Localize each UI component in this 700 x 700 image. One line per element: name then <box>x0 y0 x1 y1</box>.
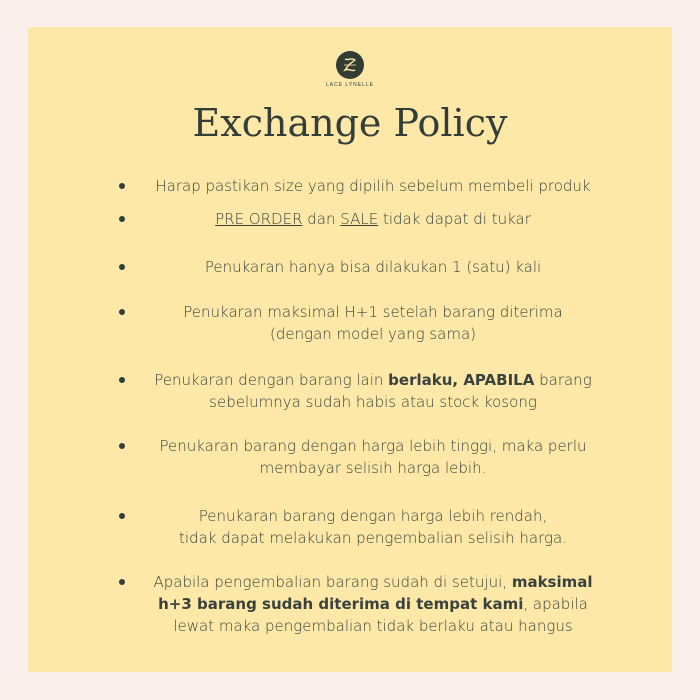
bullet-icon <box>119 309 125 315</box>
bullet-icon <box>119 183 125 189</box>
policy-text-segment: , apabila <box>523 595 588 613</box>
pre-order-label: PRE ORDER <box>215 210 303 228</box>
policy-text-segment: Apabila pengembalian barang sudah di setujui, <box>153 573 512 591</box>
policy-text-bold: berlaku, APABILA <box>388 371 535 389</box>
bullet-icon <box>119 579 125 585</box>
page-title: Exchange Policy <box>192 101 508 145</box>
policy-line: Penukaran maksimal H+1 setelah barang diterima <box>183 303 563 321</box>
policy-line: tidak dapat melakukan pengembalian selisih harga. <box>179 529 567 547</box>
policy-text <box>138 208 608 230</box>
policy-text <box>138 369 608 413</box>
bullet-icon <box>119 216 125 222</box>
policy-text-segment: Harap pastikan size yang dipilih sebelum membeli produk <box>155 177 591 195</box>
policy-line: (dengan model yang sama) <box>269 325 477 343</box>
policy-text-segment: tidak dapat di tukar <box>378 210 531 228</box>
bullet-icon <box>119 264 125 270</box>
policy-text <box>138 505 608 549</box>
policy-text-segment: Penukaran hanya bisa dilakukan 1 (satu) kali <box>204 258 542 276</box>
policy-line: Penukaran barang dengan harga lebih tinggi, maka perlu <box>159 437 587 455</box>
policy-line: Penukaran barang dengan harga lebih rendah, <box>198 507 548 525</box>
policy-text-bold: maksimal <box>511 573 593 591</box>
brand-name: LACE LYNELLE <box>325 82 375 88</box>
bullet-icon <box>119 443 125 449</box>
policy-text-segment: sebelumnya sudah habis atau stock kosong <box>209 393 537 411</box>
policy-text-segment: lewat maka pengembalian tidak berlaku atau hangus <box>173 617 573 635</box>
policy-line: membayar selisih harga lebih. <box>259 459 487 477</box>
policy-text-segment: dan <box>302 210 341 228</box>
policy-card <box>28 27 672 672</box>
policy-text <box>138 301 608 345</box>
policy-list <box>28 27 672 672</box>
policy-text-segment: Penukaran dengan barang lain <box>154 371 389 389</box>
policy-text <box>138 435 608 479</box>
bullet-icon <box>119 513 125 519</box>
policy-text <box>138 571 608 637</box>
policy-text-bold: h+3 barang sudah diterima di tempat kami <box>158 595 524 613</box>
sale-label: SALE <box>340 210 379 228</box>
policy-text <box>138 175 608 197</box>
policy-text-segment: barang <box>534 371 592 389</box>
policy-text <box>138 256 608 278</box>
bullet-icon <box>119 377 125 383</box>
